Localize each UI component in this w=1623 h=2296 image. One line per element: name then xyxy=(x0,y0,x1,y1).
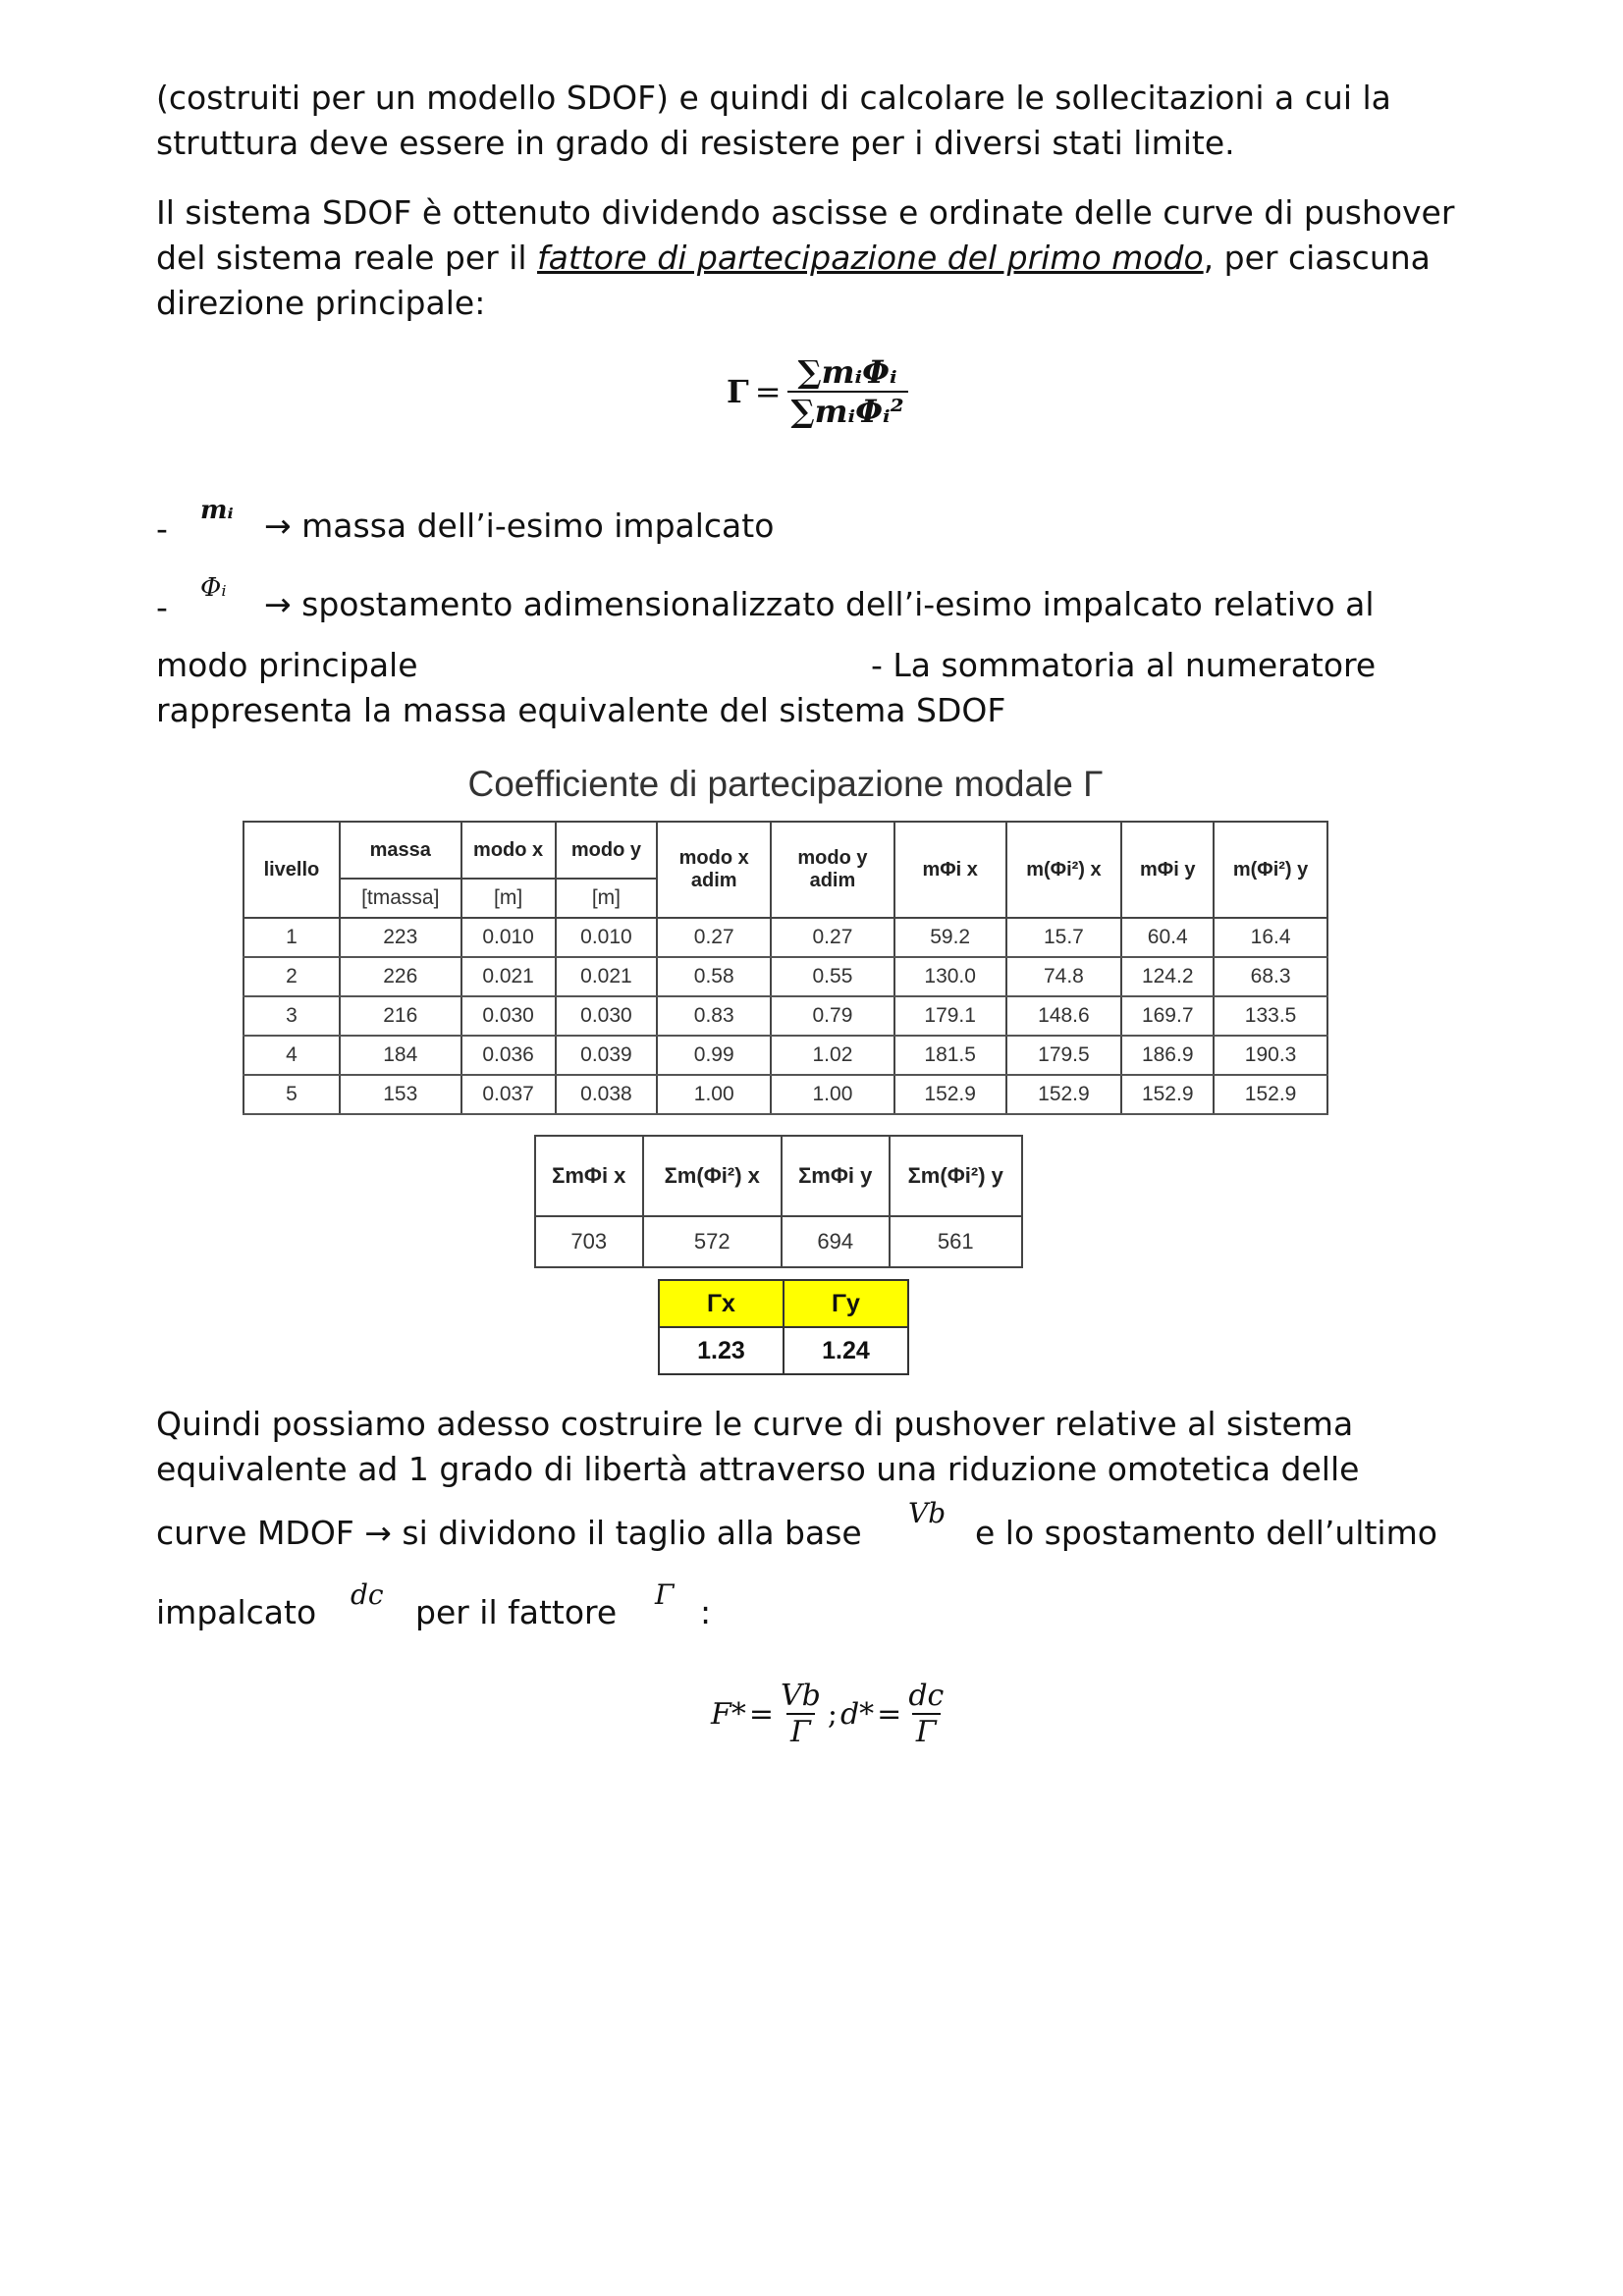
table-cell: 181.5 xyxy=(894,1036,1006,1075)
table-cell: 152.9 xyxy=(894,1075,1006,1114)
unit-cell: [m] xyxy=(556,879,658,918)
unit-cell: [m] xyxy=(461,879,556,918)
table-row xyxy=(243,957,1327,996)
table-cell: 0.27 xyxy=(771,918,894,957)
table-cell: 4 xyxy=(243,1036,340,1075)
table-cell: 130.0 xyxy=(894,957,1006,996)
symbol-gamma: Γ xyxy=(655,1578,675,1611)
gamma-header-row xyxy=(659,1280,908,1327)
text-line: struttura deve essere in grado di resistere per i diversi stati limite. xyxy=(156,124,1235,162)
table-cell: 0.036 xyxy=(461,1036,556,1075)
paragraph-equivalent xyxy=(156,1402,1491,1492)
table-cell: 152.9 xyxy=(1121,1075,1214,1114)
col-header: modo y adim xyxy=(771,822,894,918)
formula-lhs: Γ xyxy=(727,373,749,410)
table-cell: 0.038 xyxy=(556,1075,658,1114)
formula-numerator: dc xyxy=(908,1679,945,1713)
gamma-value: 1.23 xyxy=(659,1327,784,1374)
table-cell: 60.4 xyxy=(1121,918,1214,957)
sums-value-row xyxy=(535,1216,1022,1267)
gamma-value: 1.24 xyxy=(784,1327,908,1374)
gamma-formula xyxy=(727,353,908,430)
header-row xyxy=(243,822,1327,879)
table-cell: 216 xyxy=(340,996,461,1036)
formula-eq: = xyxy=(748,1696,774,1732)
gamma-header: Γx xyxy=(659,1280,784,1327)
symbol-vb: Vb xyxy=(908,1497,947,1529)
symbol-dc: dc xyxy=(351,1578,384,1611)
unit-cell: [tmassa] xyxy=(340,879,461,918)
paragraph-sdof xyxy=(156,190,1491,326)
table-cell: 0.037 xyxy=(461,1075,556,1114)
col-header: modo x adim xyxy=(657,822,771,918)
table-cell: 0.021 xyxy=(461,957,556,996)
table-cell: 0.010 xyxy=(461,918,556,957)
formula-fraction xyxy=(777,1679,825,1749)
modal-participation-table xyxy=(243,821,1328,1115)
text-line: curve MDOF → si dividono il taglio alla base xyxy=(156,1514,862,1552)
col-header: mΦi x xyxy=(894,822,1006,918)
gamma-value-row xyxy=(659,1327,908,1374)
table-cell: 16.4 xyxy=(1214,918,1327,957)
table-cell: 148.6 xyxy=(1006,996,1122,1036)
table-cell: 186.9 xyxy=(1121,1036,1214,1075)
text-line: per il fattore xyxy=(415,1593,618,1631)
formula-numerator: ∑mᵢΦᵢ xyxy=(797,353,897,391)
formula-numerator: Vb xyxy=(780,1679,821,1713)
col-header: mΦi y xyxy=(1121,822,1214,918)
formula-denominator: ∑mᵢΦᵢ² xyxy=(787,391,908,430)
text-line: Il sistema SDOF è ottenuto dividendo ascisse e ordinate delle curve di pushover xyxy=(156,193,1455,232)
table-cell: 15.7 xyxy=(1006,918,1122,957)
bullet-displacement-cont: modo principale xyxy=(156,646,418,684)
sum-header: ΣmΦi y xyxy=(782,1136,890,1216)
bullet-sum-text: - La sommatoria al numeratore xyxy=(871,646,1377,684)
table-cell: 190.3 xyxy=(1214,1036,1327,1075)
col-header: massa xyxy=(340,822,461,879)
table-cell: 153 xyxy=(340,1075,461,1114)
text-line: Quindi possiamo adesso costruire le curve di pushover relative al sistema xyxy=(156,1405,1354,1443)
table-cell: 59.2 xyxy=(894,918,1006,957)
col-header: m(Φi²) x xyxy=(1006,822,1122,918)
table-cell: 0.79 xyxy=(771,996,894,1036)
table-row xyxy=(243,918,1327,957)
text-line: : xyxy=(700,1593,712,1631)
table-cell: 5 xyxy=(243,1075,340,1114)
text-span: del sistema reale per il xyxy=(156,239,538,277)
formula-denominator: Γ xyxy=(912,1713,941,1749)
paragraph-intro xyxy=(156,76,1491,166)
bullet-displacement-text: → spostamento adimensionalizzato dell’i-esimo impalcato relativo al xyxy=(264,585,1375,623)
text-line xyxy=(156,236,1491,281)
table-cell: 133.5 xyxy=(1214,996,1327,1036)
table-cell: 152.9 xyxy=(1006,1075,1122,1114)
text-line: e lo spostamento dell’ultimo xyxy=(975,1514,1437,1552)
sum-header: Σm(Φi²) x xyxy=(643,1136,782,1216)
table-cell: 184 xyxy=(340,1036,461,1075)
bullet-mass xyxy=(156,507,168,552)
table-cell: 1.00 xyxy=(657,1075,771,1114)
table-cell: 152.9 xyxy=(1214,1075,1327,1114)
bullet-dash: - xyxy=(156,588,168,626)
table-cell: 74.8 xyxy=(1006,957,1122,996)
text-line: impalcato xyxy=(156,1593,317,1631)
bullet-dash: - xyxy=(156,509,168,548)
table-row xyxy=(243,1075,1327,1114)
table-cell: 226 xyxy=(340,957,461,996)
gamma-results-table xyxy=(658,1279,909,1375)
sums-header-row xyxy=(535,1136,1022,1216)
sums-table xyxy=(534,1135,1023,1268)
table-cell: 124.2 xyxy=(1121,957,1214,996)
table-cell: 3 xyxy=(243,996,340,1036)
symbol-m: mᵢ xyxy=(200,496,234,525)
sum-header: ΣmΦi x xyxy=(535,1136,643,1216)
table-cell: 0.030 xyxy=(461,996,556,1036)
formula-eq: = xyxy=(754,373,782,410)
formula-eq: = xyxy=(877,1696,902,1732)
formula-fraction xyxy=(904,1679,947,1749)
table-cell: 0.021 xyxy=(556,957,658,996)
table-cell: 0.010 xyxy=(556,918,658,957)
formula-d-lhs: d* xyxy=(839,1696,875,1732)
table-cell: 1.00 xyxy=(771,1075,894,1114)
bullet-mass-text: → massa dell’i-esimo impalcato xyxy=(264,507,775,545)
table-cell: 0.83 xyxy=(657,996,771,1036)
table-cell: 179.1 xyxy=(894,996,1006,1036)
bullet-sum-cont: rappresenta la massa equivalente del sistema SDOF xyxy=(156,691,1006,729)
gamma-header: Γy xyxy=(784,1280,908,1327)
table-cell: 0.58 xyxy=(657,957,771,996)
text-line: (costruiti per un modello SDOF) e quindi di calcolare le sollecitazioni a cui la xyxy=(156,79,1391,117)
table-cell: 1.02 xyxy=(771,1036,894,1075)
table-cell: 0.030 xyxy=(556,996,658,1036)
symbol-phi: Φᵢ xyxy=(200,573,227,603)
sum-value: 572 xyxy=(643,1216,782,1267)
emphasized-term: fattore di partecipazione del primo modo xyxy=(537,239,1204,277)
col-header: m(Φi²) y xyxy=(1214,822,1327,918)
formula-f-lhs: F* xyxy=(711,1696,746,1732)
col-header: livello xyxy=(243,822,340,918)
bullet-displacement xyxy=(156,585,168,630)
table-cell: 223 xyxy=(340,918,461,957)
table-cell: 1 xyxy=(243,918,340,957)
sum-value: 703 xyxy=(535,1216,643,1267)
table-cell: 68.3 xyxy=(1214,957,1327,996)
text-line: direzione principale: xyxy=(156,284,486,322)
formula-fraction xyxy=(787,353,908,430)
text-span: , per ciascuna xyxy=(1203,239,1431,277)
col-header: modo x xyxy=(461,822,556,879)
table-cell: 0.039 xyxy=(556,1036,658,1075)
table-cell: 0.99 xyxy=(657,1036,771,1075)
table-row xyxy=(243,996,1327,1036)
formula-denominator: Γ xyxy=(786,1713,815,1749)
sum-header: Σm(Φi²) y xyxy=(890,1136,1023,1216)
table-row xyxy=(243,1036,1327,1075)
table-body xyxy=(243,918,1327,1114)
sdof-formula xyxy=(711,1679,947,1749)
table-caption: Coefficiente di partecipazione modale Γ xyxy=(467,764,1104,804)
table-cell: 0.55 xyxy=(771,957,894,996)
col-header: modo y xyxy=(556,822,658,879)
text-line: equivalente ad 1 grado di libertà attraverso una riduzione omotetica delle xyxy=(156,1450,1360,1488)
table-cell: 2 xyxy=(243,957,340,996)
sum-value: 561 xyxy=(890,1216,1023,1267)
formula-separator: ; xyxy=(827,1696,838,1732)
table-cell: 179.5 xyxy=(1006,1036,1122,1075)
table-cell: 169.7 xyxy=(1121,996,1214,1036)
sum-value: 694 xyxy=(782,1216,890,1267)
table-cell: 0.27 xyxy=(657,918,771,957)
